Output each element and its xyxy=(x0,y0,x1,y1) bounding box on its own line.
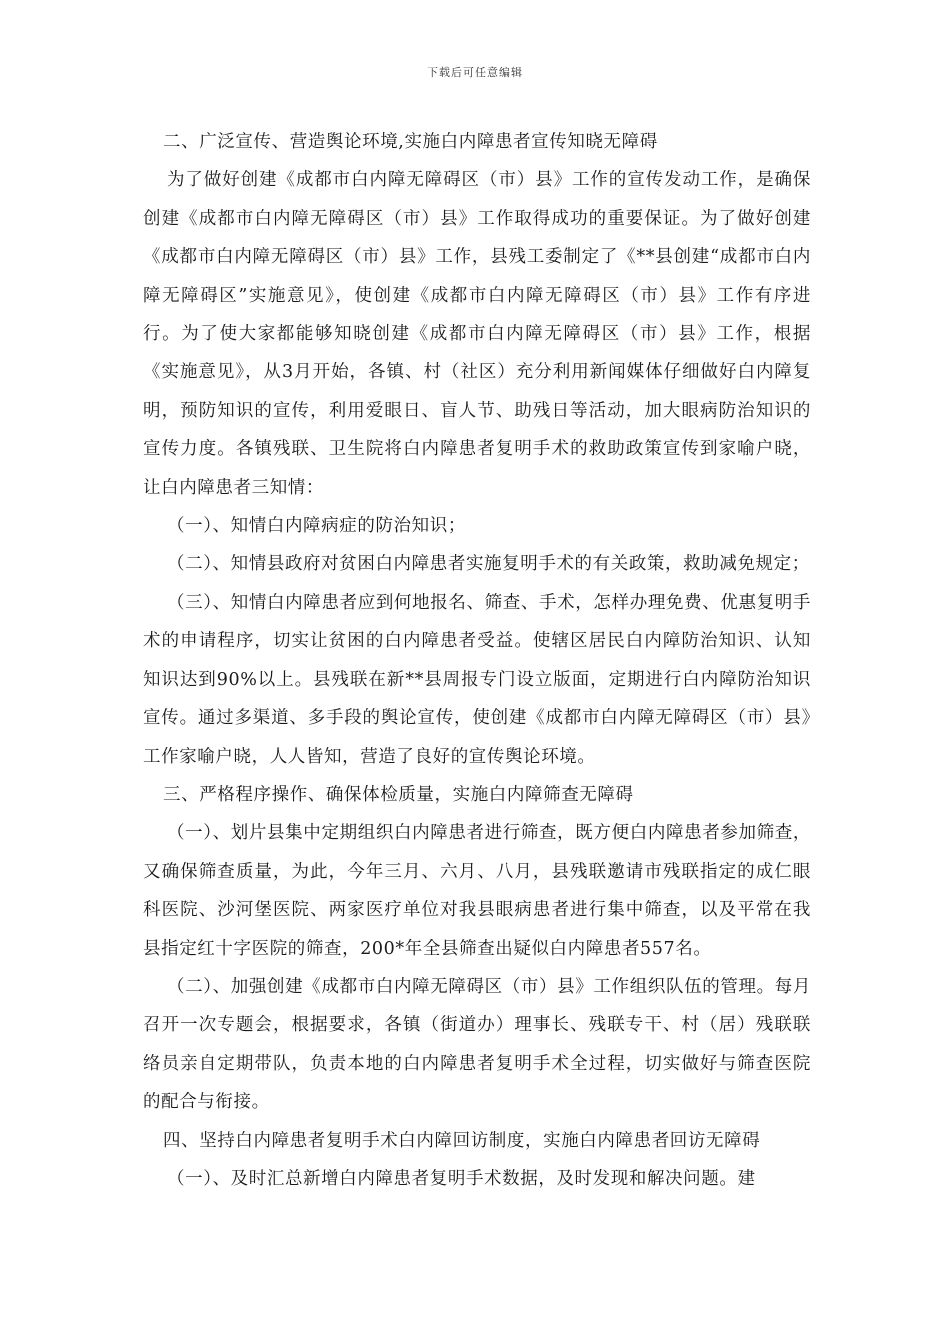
page-header: 下载后可任意编辑 xyxy=(427,66,523,79)
section-heading-3: 三、严格程序操作、确保体检质量，实施白内障筛查无障碍 xyxy=(163,784,634,805)
document-body xyxy=(143,123,811,1198)
list-item-2: （二）、知情县政府对贫困白内障患者实施复明手术的有关政策，救助减免规定； xyxy=(167,554,810,575)
paragraph-followup-1: （一）、及时汇总新增白内障患者复明手术数据，及时发现和解决问题。建 xyxy=(167,1168,756,1189)
section-heading-4: 四、坚持白内障患者复明手术白内障回访制度，实施白内障患者回访无障碍 xyxy=(163,1130,761,1151)
paragraph-screening-1: （一）、划片县集中定期组织白内障患者进行筛查，既方便白内障患者参加筛查，又确保筛查质量，为此，今年三月、六月、八月，县残联邀请市残联指定的成仁眼科医院、沙河堡医院、两家医疗单位对我县眼病患者进行集中筛查，以及平常在我县指定红十字医院的筛查，200*年全县筛查出疑似白内障患者557名。 xyxy=(143,823,811,959)
list-item-3: （三）、知情白内障患者应到何地报名、筛查、手术，怎样办理免费、优惠复明手术的申请程序，切实让贫困的白内障患者受益。使辖区居民白内障防治知识、认知知识达到90%以上。县残联在新**县周报专门设立版面，定期进行白内障防治知识宣传。通过多渠道、多手段的舆论宣传，使创建《成都市白内障无障碍区（市）县》工作家喻户晓，人人皆知，营造了良好的宣传舆论环境。 xyxy=(143,592,811,767)
paragraph-screening-2: （二）、加强创建《成都市白内障无障碍区（市）县》工作组织队伍的管理。每月召开一次专题会，根据要求，各镇（街道办）理事长、残联专干、村（居）残联联络员亲自定期带队，负责本地的白内障患者复明手术全过程，切实做好与筛查医院的配合与衔接。 xyxy=(143,976,811,1113)
paragraph-publicity: 为了做好创建《成都市白内障无障碍区（市）县》工作的宣传发动工作，是确保创建《成都市白内障无障碍区（市）县》工作取得成功的重要保证。为了做好创建《成都市白内障无障碍区（市）县》工作，县残工委制定了《**县创建“成都市白内障无障碍区”实施意见》，使创建《成都市白内障无障碍区（市）县》工作有序进行。为了使大家都能够知晓创建《成都市白内障无障碍区（市）县》工作，根据《实施意见》，从3月开始，各镇、村（社区）充分利用新闻媒体仔细做好白内障复明，预防知识的宣传，利用爱眼日、盲人节、助残日等活动，加大眼病防治知识的宣传力度。各镇残联、卫生院将白内障患者复明手术的救助政策宣传到家喻户晓，让白内障患者三知情： xyxy=(143,170,811,498)
section-heading-2: 二、广泛宣传、营造舆论环境,实施白内障患者宣传知晓无障碍 xyxy=(163,132,658,152)
list-item-1: （一）、知情白内障病症的防治知识； xyxy=(167,516,466,537)
